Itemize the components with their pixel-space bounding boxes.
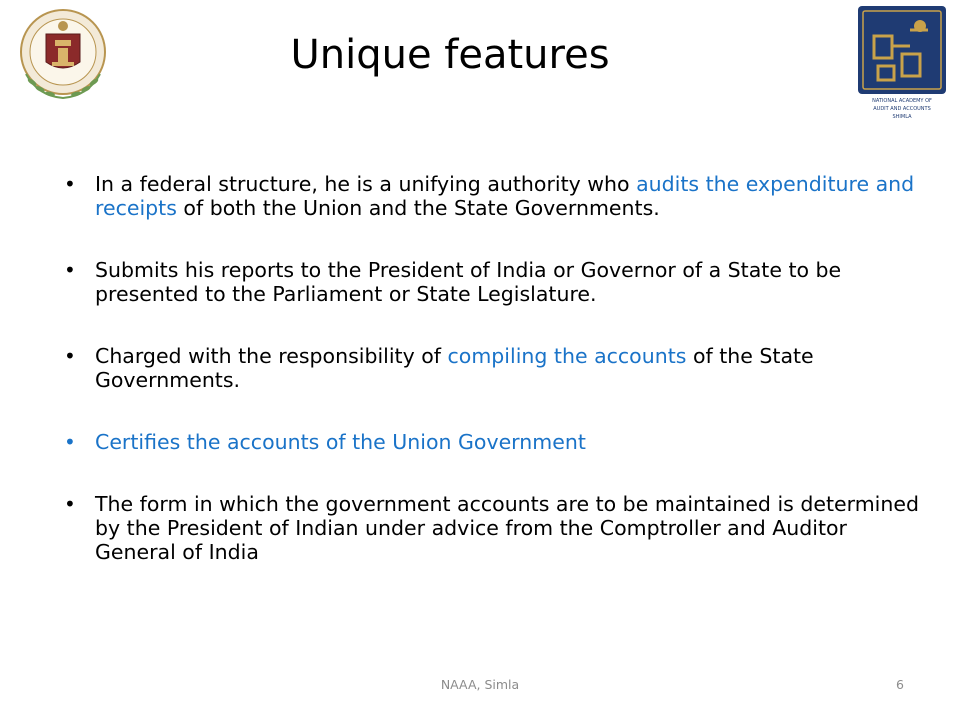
naaa-logo [858,6,946,124]
bullet-item [60,258,920,306]
bullet-item [60,344,920,392]
highlighted-text: audits the expenditure and receipts [95,172,915,220]
highlighted-text: Certifies the accounts of the Union Government [95,430,586,454]
logo-line-2: AUDIT AND ACCOUNTS [873,106,931,112]
bullet-text: The form in which the government accounts are to be maintained is determined by the President of Indian under advice from the Comptroller and Auditor General of India [95,492,919,564]
bullet-item [60,172,920,220]
bullet-text: Submits his reports to the President of India or Governor of a State to be presented to the Parliament or State Legislature. [95,258,842,306]
bullet-text: of the State Governments. [95,344,814,392]
logo-line-3: SHIMLA [892,114,912,120]
bullet-text: of both the Union and the State Governments. [176,196,660,220]
highlighted-text: compiling the accounts [447,344,687,368]
bullet-item [60,492,920,564]
cag-emblem-icon [8,4,118,104]
bullet-list [60,172,920,602]
bullet-text: In a federal structure, he is a unifying authority who [95,172,637,196]
slide-title: Unique features [290,32,610,78]
bullet-text: Charged with the responsibility of [95,344,448,368]
page-number: 6 [896,677,904,692]
footer-text: NAAA, Simla [440,677,520,692]
naaa-logo-icon [858,6,946,124]
logo-line-1: NATIONAL ACADEMY OF [872,98,932,104]
bullet-item [60,430,920,454]
